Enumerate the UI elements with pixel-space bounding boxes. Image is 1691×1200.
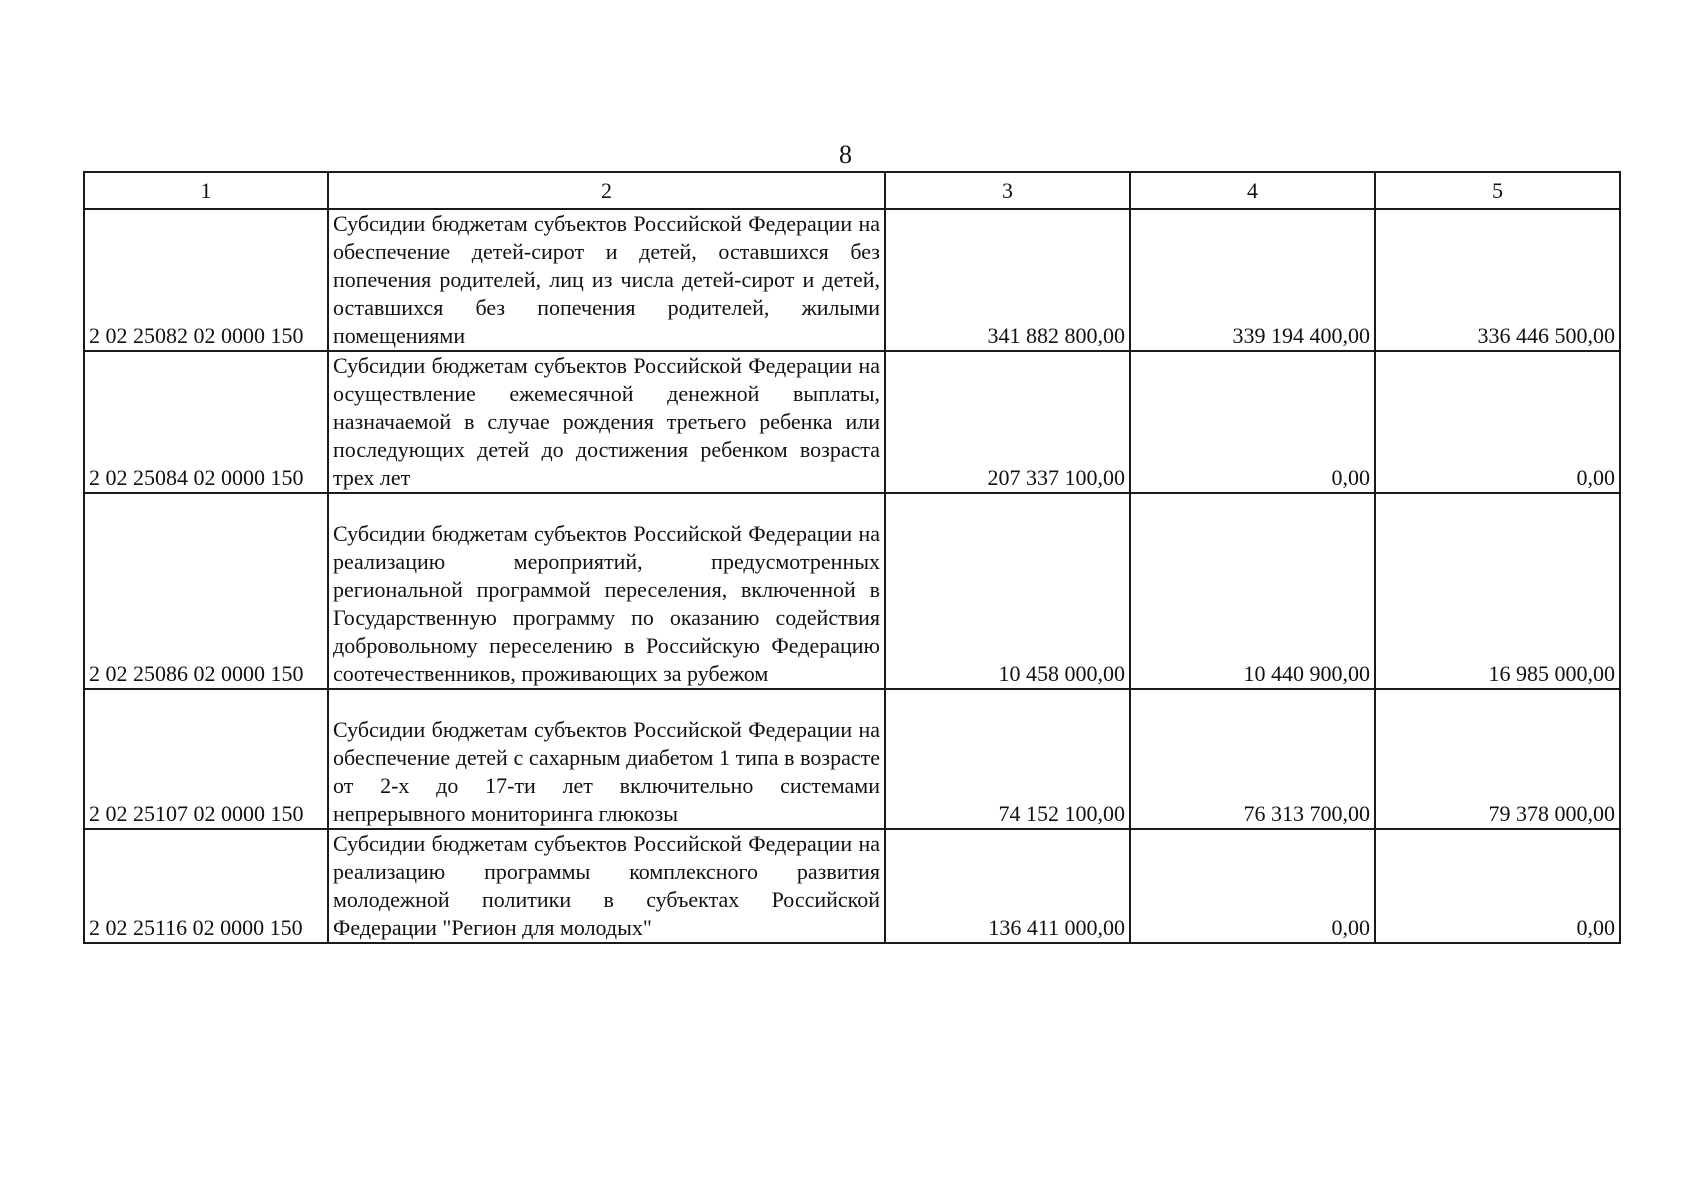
header-col-4: 4 — [1130, 172, 1375, 209]
amount-col-5: 79 378 000,00 — [1375, 689, 1620, 829]
amount-col-4: 339 194 400,00 — [1130, 209, 1375, 351]
description-cell: Субсидии бюджетам субъектов Российской Федерации на осуществление ежемесячной денежной выплаты, назначаемой в случае рождения третьего ребенка или последующих детей до достижения ребенком возраста трех лет — [328, 351, 885, 493]
table-row — [84, 351, 1620, 493]
amount-col-5: 336 446 500,00 — [1375, 209, 1620, 351]
description-cell: Субсидии бюджетам субъектов Российской Федерации на реализацию мероприятий, предусмотренных региональной программой переселения, включенной в Государственную программу по оказанию содействия добровольному переселению в Российскую Федерацию соотечественников, проживающих за рубежом — [328, 493, 885, 689]
table-row — [84, 689, 1620, 829]
amount-col-5: 16 985 000,00 — [1375, 493, 1620, 689]
table-row — [84, 829, 1620, 943]
amount-col-4: 0,00 — [1130, 351, 1375, 493]
budget-code-cell: 2 02 25082 02 0000 150 — [84, 209, 328, 351]
amount-col-4: 10 440 900,00 — [1130, 493, 1375, 689]
table-row — [84, 209, 1620, 351]
amount-col-3: 10 458 000,00 — [885, 493, 1130, 689]
header-col-1: 1 — [84, 172, 328, 209]
table-row — [84, 493, 1620, 689]
budget-table — [83, 171, 1621, 944]
amount-col-5: 0,00 — [1375, 351, 1620, 493]
description-cell: Субсидии бюджетам субъектов Российской Федерации на обеспечение детей с сахарным диабетом 1 типа в возрасте от 2-х до 17-ти лет включительно системами непрерывного мониторинга глюкозы — [328, 689, 885, 829]
amount-col-5: 0,00 — [1375, 829, 1620, 943]
header-col-2: 2 — [328, 172, 885, 209]
budget-code-cell: 2 02 25086 02 0000 150 — [84, 493, 328, 689]
budget-code-cell: 2 02 25107 02 0000 150 — [84, 689, 328, 829]
table-header-row — [84, 172, 1620, 209]
page-number: 8 — [839, 140, 852, 169]
description-cell: Субсидии бюджетам субъектов Российской Федерации на обеспечение детей-сирот и детей, оставшихся без попечения родителей, лиц из числа детей-сирот и детей, оставшихся без попечения родителей, жилыми помещениями — [328, 209, 885, 351]
amount-col-4: 0,00 — [1130, 829, 1375, 943]
budget-code-cell: 2 02 25116 02 0000 150 — [84, 829, 328, 943]
header-col-3: 3 — [885, 172, 1130, 209]
amount-col-4: 76 313 700,00 — [1130, 689, 1375, 829]
amount-col-3: 74 152 100,00 — [885, 689, 1130, 829]
description-cell: Субсидии бюджетам субъектов Российской Федерации на реализацию программы комплексного развития молодежной политики в субъектах Российской Федерации "Регион для молодых" — [328, 829, 885, 943]
header-col-5: 5 — [1375, 172, 1620, 209]
budget-code-cell: 2 02 25084 02 0000 150 — [84, 351, 328, 493]
amount-col-3: 136 411 000,00 — [885, 829, 1130, 943]
amount-col-3: 341 882 800,00 — [885, 209, 1130, 351]
amount-col-3: 207 337 100,00 — [885, 351, 1130, 493]
